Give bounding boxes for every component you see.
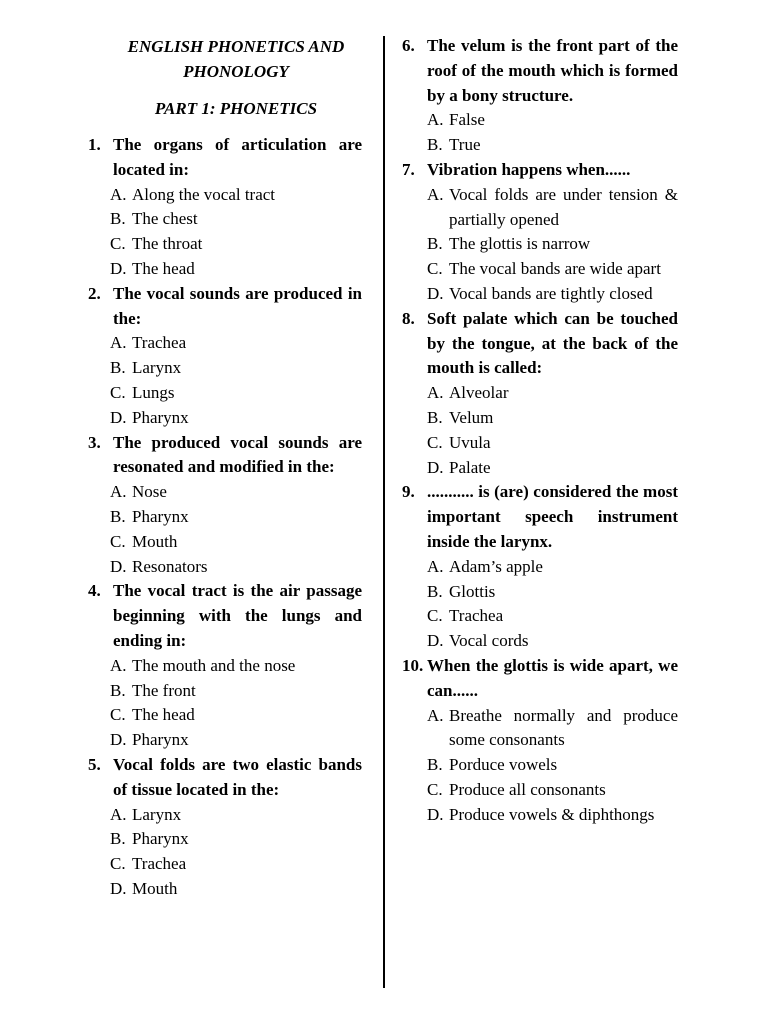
- option-letter: B.: [427, 755, 443, 775]
- option-letter: D.: [427, 631, 444, 651]
- option-letter: B.: [110, 829, 126, 849]
- question-text: The produced vocal sounds are resonated and modified in the:: [113, 432, 362, 477]
- question-item: [402, 158, 678, 307]
- answer-option: [110, 207, 362, 232]
- answer-option: [427, 381, 678, 406]
- question-number: 1.: [88, 135, 101, 154]
- option-letter: A.: [427, 705, 444, 725]
- question-number: 9.: [402, 482, 415, 502]
- option-text: Pharynx: [132, 730, 189, 750]
- question-item: [88, 282, 362, 431]
- option-letter: B.: [110, 358, 126, 378]
- right-question-list: [402, 34, 678, 828]
- option-text: The head: [132, 258, 195, 278]
- answer-option: [427, 406, 678, 431]
- question-row: [88, 282, 362, 332]
- right-column: [402, 34, 678, 828]
- question-number: 10.: [402, 655, 424, 675]
- question-row: [88, 133, 362, 183]
- option-letter: D.: [427, 804, 444, 824]
- answer-option: [110, 356, 362, 381]
- option-letter: A.: [110, 333, 127, 353]
- option-text: Larynx: [132, 358, 182, 378]
- option-letter: A.: [110, 804, 127, 824]
- option-text: The mouth and the nose: [132, 655, 296, 675]
- question-number: 5.: [88, 754, 101, 774]
- option-text: Mouth: [132, 878, 178, 898]
- answer-option: [110, 480, 362, 505]
- question-item: [402, 307, 678, 481]
- option-text: False: [449, 110, 485, 130]
- answer-option: [427, 803, 678, 828]
- option-letter: A.: [110, 482, 127, 502]
- option-letter: D.: [110, 407, 127, 427]
- answer-option: [427, 257, 678, 282]
- option-letter: C.: [110, 531, 126, 551]
- question-row: [402, 158, 678, 183]
- option-letter: A.: [427, 110, 444, 130]
- option-letter: D.: [427, 457, 444, 477]
- option-text: Pharynx: [132, 829, 189, 849]
- answer-option: [427, 555, 678, 580]
- part-heading: PART 1: PHONETICS: [154, 99, 318, 118]
- option-letter: D.: [110, 730, 127, 750]
- question-text: Soft palate which can be touched by the tongue, at the back of the mouth is called:: [427, 308, 678, 378]
- answer-option: [110, 803, 362, 828]
- option-letter: A.: [427, 556, 444, 576]
- question-item: [88, 579, 362, 753]
- answer-option: [427, 183, 678, 233]
- answer-option: [427, 778, 678, 803]
- option-letter: C.: [427, 779, 443, 799]
- option-text: Trachea: [132, 854, 187, 874]
- question-text: The vocal sounds are produced in the:: [113, 283, 362, 328]
- answer-option: [110, 505, 362, 530]
- answer-option: [110, 232, 362, 257]
- option-text: The chest: [132, 209, 198, 229]
- question-item: [88, 133, 362, 282]
- question-text: The vocal tract is the air passage beginning with the lungs and ending in:: [113, 581, 362, 650]
- option-letter: D.: [110, 258, 127, 278]
- option-text: Resonators: [132, 556, 208, 576]
- option-letter: B.: [110, 506, 126, 526]
- option-text: Adam’s apple: [449, 556, 543, 576]
- answer-option: [110, 331, 362, 356]
- question-number: 4.: [88, 581, 101, 601]
- answer-option: [427, 431, 678, 456]
- option-letter: C.: [427, 606, 443, 626]
- question-text: ........... is (are) considered the most important speech instrument inside the larynx.: [427, 482, 678, 551]
- question-number: 2.: [88, 283, 101, 303]
- question-number: 7.: [402, 159, 415, 179]
- option-letter: A.: [110, 655, 127, 675]
- question-text: When the glottis is wide apart, we can......: [427, 655, 678, 700]
- question-number: 6.: [402, 36, 415, 55]
- left-question-list: [88, 133, 362, 902]
- answer-option: [110, 654, 362, 679]
- option-text: True: [449, 135, 481, 155]
- answer-option: [427, 282, 678, 307]
- answer-option: [110, 877, 362, 902]
- option-letter: C.: [110, 705, 126, 725]
- option-letter: D.: [110, 556, 127, 576]
- option-text: Pharynx: [132, 407, 189, 427]
- answer-option: [110, 530, 362, 555]
- question-text: Vocal folds are two elastic bands of tissue located in the:: [113, 754, 362, 799]
- answer-option: [427, 704, 678, 754]
- left-column: [88, 34, 362, 902]
- column-divider: [383, 36, 385, 988]
- question-row: [88, 753, 362, 803]
- option-letter: C.: [427, 432, 443, 452]
- answer-option: [427, 580, 678, 605]
- option-letter: C.: [110, 854, 126, 874]
- answer-option: [427, 133, 678, 158]
- answer-option: [427, 456, 678, 481]
- option-text: Porduce vowels: [449, 755, 558, 775]
- option-letter: C.: [110, 382, 126, 402]
- option-letter: A.: [110, 184, 127, 204]
- option-letter: A.: [427, 383, 444, 403]
- option-letter: B.: [427, 581, 443, 601]
- option-text: Uvula: [449, 432, 491, 452]
- option-text: Alveolar: [449, 383, 509, 403]
- option-text: The front: [132, 680, 196, 700]
- option-text: Trachea: [132, 333, 187, 353]
- answer-option: [110, 728, 362, 753]
- option-text: The vocal bands are wide apart: [449, 259, 661, 279]
- option-text: Vocal cords: [449, 631, 529, 651]
- answer-option: [110, 852, 362, 877]
- answer-option: [427, 629, 678, 654]
- question-row: [88, 431, 362, 481]
- option-letter: B.: [427, 135, 443, 155]
- answer-option: [110, 555, 362, 580]
- option-text: Pharynx: [132, 506, 189, 526]
- question-item: [402, 480, 678, 654]
- option-letter: D.: [427, 283, 444, 303]
- question-item: [88, 753, 362, 902]
- answer-option: [110, 406, 362, 431]
- option-text: Glottis: [449, 581, 496, 601]
- option-letter: A.: [427, 184, 444, 204]
- answer-option: [427, 232, 678, 257]
- answer-option: [110, 703, 362, 728]
- option-letter: C.: [110, 234, 126, 254]
- answer-option: [427, 604, 678, 629]
- answer-option: [427, 753, 678, 778]
- option-text: Velum: [449, 407, 494, 427]
- option-text: Larynx: [132, 804, 182, 824]
- document-title: ENGLISH PHONETICS AND PHONOLOGY: [127, 37, 345, 81]
- option-text: Lungs: [132, 382, 175, 402]
- question-row: [402, 480, 678, 554]
- answer-option: [110, 183, 362, 208]
- answer-option: [110, 381, 362, 406]
- question-text: The organs of articulation are located in:: [113, 135, 362, 179]
- question-number: 3.: [88, 432, 101, 452]
- option-text: The throat: [132, 234, 203, 254]
- option-text: Mouth: [132, 531, 178, 551]
- option-text: Produce vowels & diphthongs: [449, 804, 655, 824]
- question-item: [402, 654, 678, 828]
- question-row: [402, 654, 678, 704]
- question-text: Vibration happens when......: [427, 159, 631, 179]
- answer-option: [110, 679, 362, 704]
- question-text: The velum is the front part of the roof of the mouth which is formed by a bony structure.: [427, 36, 678, 105]
- answer-option: [110, 827, 362, 852]
- answer-option: [110, 257, 362, 282]
- option-text: Produce all consonants: [449, 779, 606, 799]
- option-text: Vocal folds are under tension & partially opened: [449, 184, 678, 229]
- option-text: The glottis is narrow: [449, 234, 591, 254]
- question-number: 8.: [402, 308, 415, 328]
- option-text: Palate: [449, 457, 491, 477]
- question-item: [402, 34, 678, 158]
- question-row: [402, 34, 678, 108]
- option-letter: B.: [427, 234, 443, 254]
- option-letter: B.: [110, 680, 126, 700]
- option-text: Vocal bands are tightly closed: [449, 283, 653, 303]
- question-row: [88, 579, 362, 653]
- option-letter: C.: [427, 259, 443, 279]
- option-letter: B.: [110, 209, 126, 229]
- option-text: Nose: [132, 482, 167, 502]
- question-item: [88, 431, 362, 580]
- option-text: Trachea: [449, 606, 504, 626]
- option-letter: B.: [427, 407, 443, 427]
- option-letter: D.: [110, 878, 127, 898]
- answer-option: [427, 108, 678, 133]
- option-text: Breathe normally and produce some consonants: [449, 705, 678, 750]
- option-text: The head: [132, 705, 195, 725]
- question-row: [402, 307, 678, 381]
- option-text: Along the vocal tract: [132, 184, 276, 204]
